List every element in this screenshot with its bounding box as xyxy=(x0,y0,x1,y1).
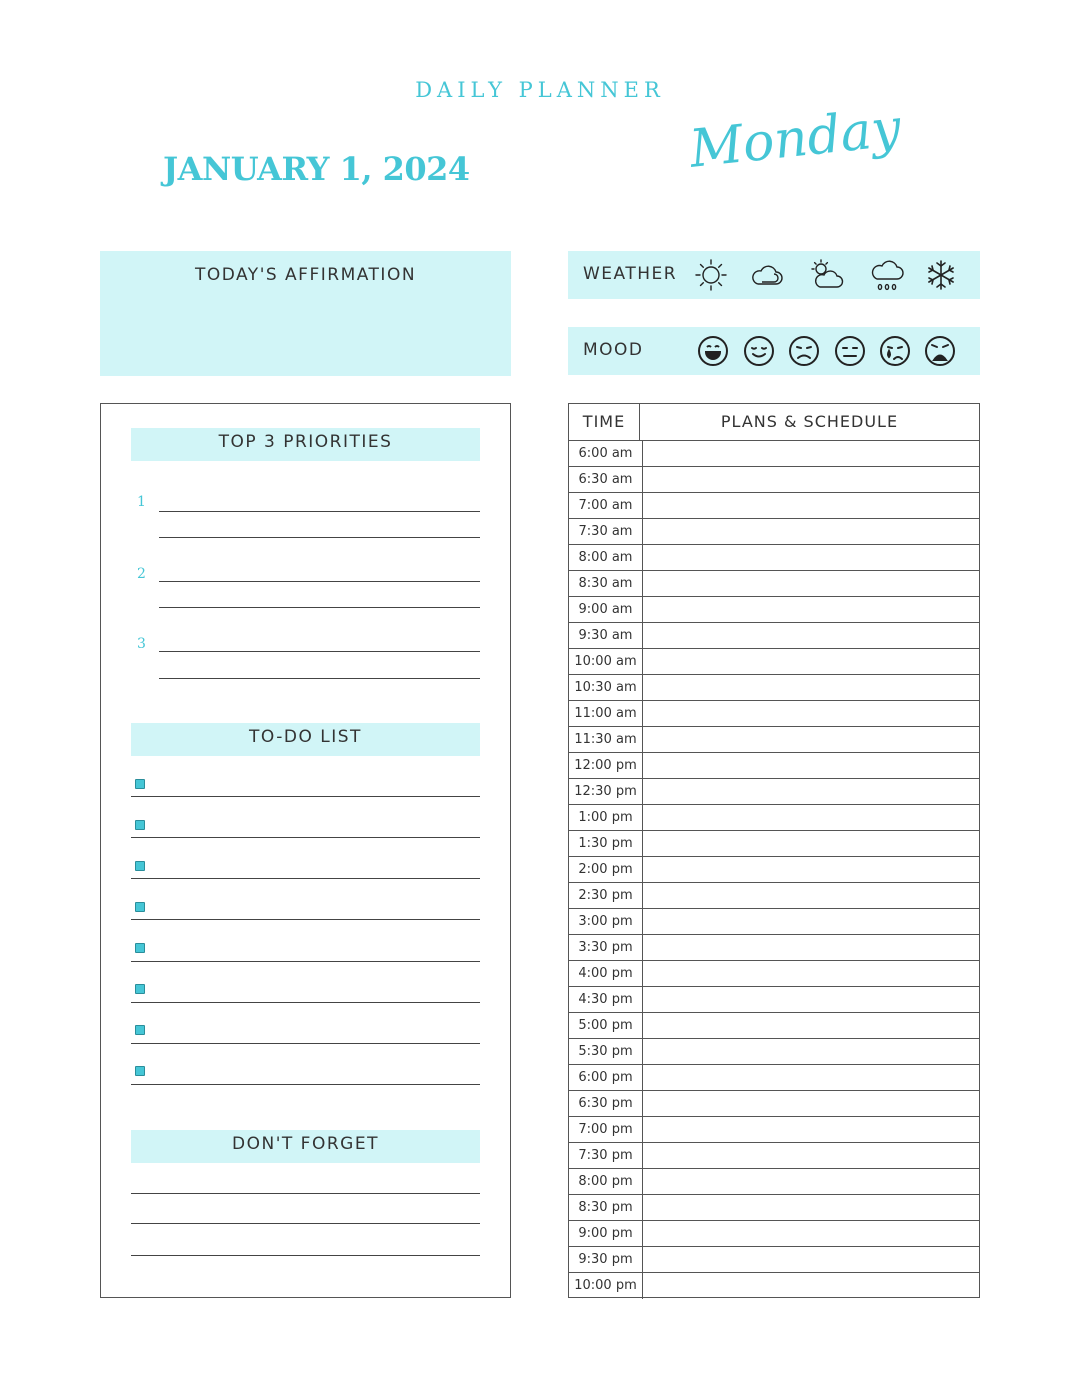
schedule-rows xyxy=(569,441,979,1299)
schedule-row[interactable] xyxy=(569,1247,979,1273)
schedule-row[interactable] xyxy=(569,1117,979,1143)
schedule-row[interactable] xyxy=(569,1273,979,1299)
snowflake-icon[interactable] xyxy=(923,257,959,293)
date-heading: JANUARY 1, 2024 xyxy=(163,150,470,188)
schedule-time: 10:00 am xyxy=(569,649,643,675)
todo-line[interactable] xyxy=(131,878,480,879)
schedule-time: 2:30 pm xyxy=(569,883,643,909)
schedule-row[interactable] xyxy=(569,1169,979,1195)
schedule-time: 10:30 am xyxy=(569,675,643,701)
schedule-time: 7:00 pm xyxy=(569,1117,643,1143)
schedule-row[interactable] xyxy=(569,675,979,701)
weather-label: WEATHER xyxy=(583,264,678,284)
plans-column-header: PLANS & SCHEDULE xyxy=(720,412,899,431)
priority-number-2: 2 xyxy=(137,566,146,582)
todo-checkbox[interactable] xyxy=(135,779,145,789)
left-panel xyxy=(100,403,511,1298)
day-name: Monday xyxy=(686,98,904,180)
schedule-time: 3:30 pm xyxy=(569,935,643,961)
priorities-heading: TOP 3 PRIORITIES xyxy=(131,428,480,461)
schedule-row[interactable] xyxy=(569,623,979,649)
schedule-time: 4:00 pm xyxy=(569,961,643,987)
todo-line[interactable] xyxy=(131,796,480,797)
weather-bar xyxy=(568,251,980,299)
crying-face-icon[interactable] xyxy=(877,333,913,369)
todo-heading: TO-DO LIST xyxy=(131,723,480,756)
schedule-time: 7:30 pm xyxy=(569,1143,643,1169)
todo-line[interactable] xyxy=(131,1043,480,1044)
cloud-icon[interactable] xyxy=(749,257,785,293)
partly-cloudy-icon[interactable] xyxy=(809,257,845,293)
schedule-header xyxy=(569,404,979,441)
schedule-table xyxy=(568,403,980,1298)
schedule-row[interactable] xyxy=(569,857,979,883)
schedule-time: 9:30 am xyxy=(569,623,643,649)
page-title: DAILY PLANNER xyxy=(415,78,665,102)
schedule-row[interactable] xyxy=(569,961,979,987)
sun-icon[interactable] xyxy=(693,257,729,293)
affirmation-label: TODAY'S AFFIRMATION xyxy=(194,265,417,285)
schedule-time: 9:00 am xyxy=(569,597,643,623)
todo-line[interactable] xyxy=(131,919,480,920)
schedule-row[interactable] xyxy=(569,805,979,831)
todo-line[interactable] xyxy=(131,961,480,962)
schedule-time: 7:00 am xyxy=(569,493,643,519)
schedule-time: 1:30 pm xyxy=(569,831,643,857)
smiling-face-icon[interactable] xyxy=(741,333,777,369)
todo-checkbox[interactable] xyxy=(135,820,145,830)
schedule-row[interactable] xyxy=(569,727,979,753)
priority-line[interactable] xyxy=(159,581,480,582)
dont-forget-line[interactable] xyxy=(131,1255,480,1256)
schedule-row[interactable] xyxy=(569,701,979,727)
schedule-time: 6:30 am xyxy=(569,467,643,493)
dont-forget-line[interactable] xyxy=(131,1193,480,1194)
todo-checkbox[interactable] xyxy=(135,1066,145,1076)
schedule-row[interactable] xyxy=(569,467,979,493)
schedule-row[interactable] xyxy=(569,1221,979,1247)
schedule-row[interactable] xyxy=(569,909,979,935)
priority-line[interactable] xyxy=(159,651,480,652)
schedule-row[interactable] xyxy=(569,1039,979,1065)
schedule-row[interactable] xyxy=(569,571,979,597)
priority-line[interactable] xyxy=(159,678,480,679)
neutral-face-icon[interactable] xyxy=(832,333,868,369)
schedule-row[interactable] xyxy=(569,597,979,623)
time-column-header: TIME xyxy=(569,404,640,441)
schedule-time: 7:30 am xyxy=(569,519,643,545)
schedule-time: 5:00 pm xyxy=(569,1013,643,1039)
schedule-row[interactable] xyxy=(569,987,979,1013)
mood-label: MOOD xyxy=(583,340,644,360)
schedule-time: 5:30 pm xyxy=(569,1039,643,1065)
priority-number-1: 1 xyxy=(137,494,146,510)
todo-checkbox[interactable] xyxy=(135,861,145,871)
schedule-row[interactable] xyxy=(569,545,979,571)
schedule-row[interactable] xyxy=(569,1013,979,1039)
todo-checkbox[interactable] xyxy=(135,902,145,912)
schedule-time: 6:00 am xyxy=(569,441,643,467)
schedule-time: 11:00 am xyxy=(569,701,643,727)
schedule-row[interactable] xyxy=(569,1065,979,1091)
schedule-time: 9:30 pm xyxy=(569,1247,643,1273)
schedule-time: 6:00 pm xyxy=(569,1065,643,1091)
schedule-time: 10:00 pm xyxy=(569,1273,643,1299)
schedule-time: 9:00 pm xyxy=(569,1221,643,1247)
todo-checkbox[interactable] xyxy=(135,984,145,994)
todo-line[interactable] xyxy=(131,837,480,838)
sad-face-icon[interactable] xyxy=(786,333,822,369)
todo-line[interactable] xyxy=(131,1084,480,1085)
schedule-time: 12:30 pm xyxy=(569,779,643,805)
laughing-face-icon[interactable] xyxy=(695,333,731,369)
schedule-row[interactable] xyxy=(569,779,979,805)
schedule-time: 8:00 am xyxy=(569,545,643,571)
schedule-row[interactable] xyxy=(569,1195,979,1221)
todo-checkbox[interactable] xyxy=(135,943,145,953)
schedule-row[interactable] xyxy=(569,1143,979,1169)
mood-bar xyxy=(568,327,980,375)
schedule-row[interactable] xyxy=(569,883,979,909)
affirmation-box[interactable] xyxy=(100,251,511,376)
schedule-row[interactable] xyxy=(569,441,979,467)
dont-forget-line[interactable] xyxy=(131,1223,480,1224)
schedule-time: 6:30 pm xyxy=(569,1091,643,1117)
schedule-row[interactable] xyxy=(569,493,979,519)
schedule-row[interactable] xyxy=(569,519,979,545)
schedule-row[interactable] xyxy=(569,935,979,961)
dont-forget-heading: DON'T FORGET xyxy=(131,1130,480,1163)
priority-line[interactable] xyxy=(159,511,480,512)
schedule-time: 11:30 am xyxy=(569,727,643,753)
priority-number-3: 3 xyxy=(137,636,146,652)
schedule-row[interactable] xyxy=(569,831,979,857)
schedule-time: 8:00 pm xyxy=(569,1169,643,1195)
schedule-row[interactable] xyxy=(569,649,979,675)
todo-checkbox[interactable] xyxy=(135,1025,145,1035)
schedule-time: 4:30 pm xyxy=(569,987,643,1013)
distressed-face-icon[interactable] xyxy=(922,333,958,369)
todo-line[interactable] xyxy=(131,1002,480,1003)
schedule-time: 1:00 pm xyxy=(569,805,643,831)
rain-icon[interactable] xyxy=(869,257,905,293)
schedule-row[interactable] xyxy=(569,753,979,779)
priority-line[interactable] xyxy=(159,537,480,538)
schedule-time: 8:30 pm xyxy=(569,1195,643,1221)
schedule-time: 3:00 pm xyxy=(569,909,643,935)
schedule-row[interactable] xyxy=(569,1091,979,1117)
priority-line[interactable] xyxy=(159,607,480,608)
schedule-time: 12:00 pm xyxy=(569,753,643,779)
schedule-time: 8:30 am xyxy=(569,571,643,597)
schedule-time: 2:00 pm xyxy=(569,857,643,883)
